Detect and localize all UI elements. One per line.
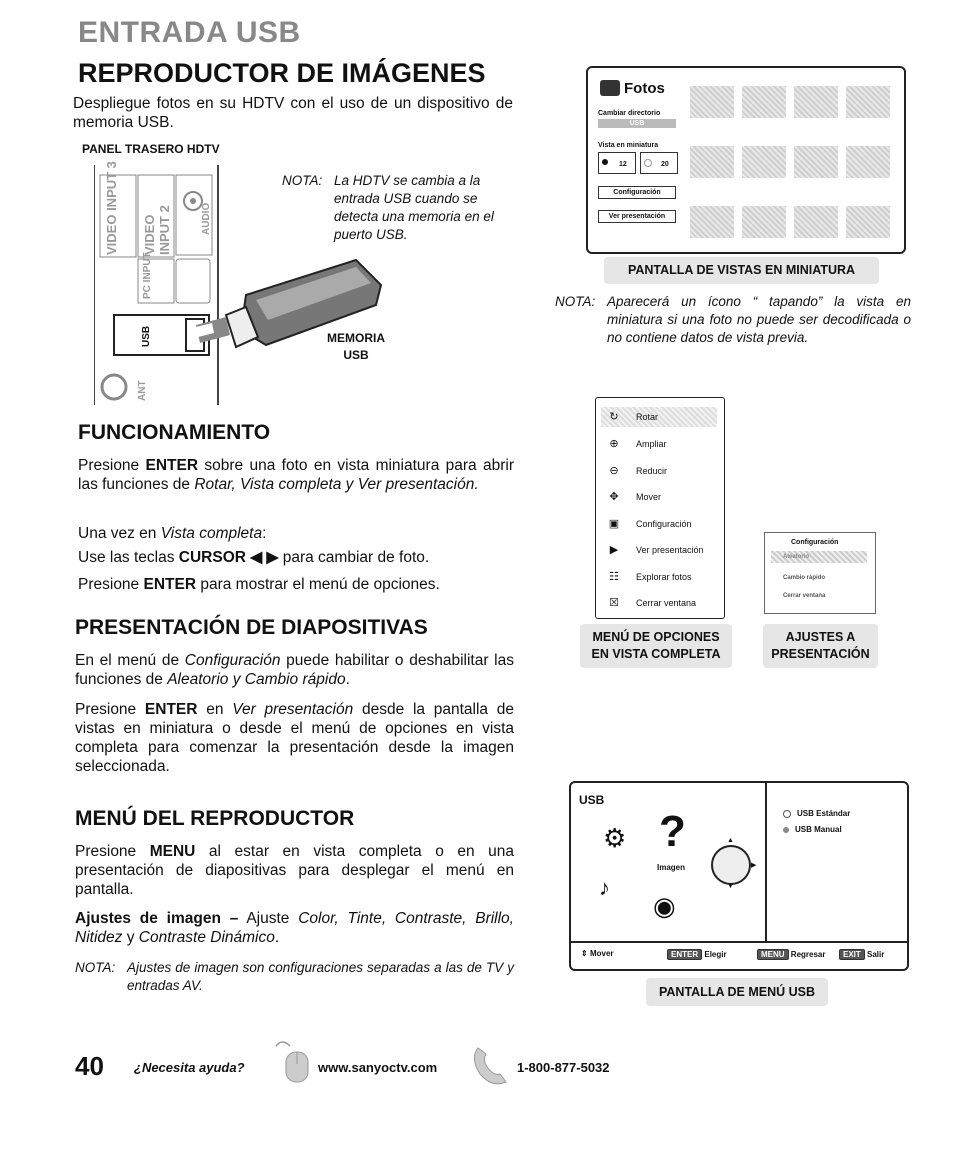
port-pc: PC INPUT [142, 252, 153, 299]
port-video-2: VIDEO INPUT 2 [142, 205, 172, 255]
rotate-icon: ↻ [609, 411, 619, 423]
up-arrow-icon: ▲ [727, 837, 734, 844]
thumbnail-screen-title: Fotos [624, 80, 665, 97]
thumbnail[interactable] [794, 86, 838, 118]
change-dir-label: Cambiar directorio [598, 110, 661, 117]
camera-icon [600, 80, 620, 96]
grid-icon: ☷ [609, 571, 619, 583]
thumbnail[interactable] [742, 86, 786, 118]
usb-standard-option[interactable]: USB Estándar [783, 809, 850, 818]
menu-item-zoom-in[interactable]: ⊕ Ampliar [606, 438, 667, 450]
thumbnail[interactable] [690, 206, 734, 238]
thumbnail[interactable] [794, 206, 838, 238]
phone-number[interactable]: 1-800-877-5032 [517, 1060, 610, 1075]
menu-item-move[interactable]: ✥ Mover [606, 491, 661, 503]
menu-reproductor-heading: MENÚ DEL REPRODUCTOR [75, 807, 355, 830]
config-icon: ▣ [608, 518, 620, 530]
footer-enter: ENTER Elegir [667, 949, 727, 960]
options-menu [595, 397, 725, 619]
thumbnail[interactable] [742, 206, 786, 238]
down-arrow-icon: ▼ [727, 883, 734, 890]
move-icon: ✥ [609, 491, 619, 503]
phone-icon [470, 1044, 512, 1088]
presentacion-p1: En el menú de Configuración puede habilitar o deshabilitar las funciones de Aleatorio y Cambio rápido. [75, 652, 514, 688]
usb-menu-caption: PANTALLA DE MENÚ USB [646, 978, 828, 1006]
funcionamiento-p2: Una vez en Vista completa: [78, 525, 267, 542]
presentacion-p2: Presione ENTER en Ver presentación desde la pantalla de vistas en miniatura o desde el menú de opciones en vista completa para comenzar la presentación desde la imagen seleccionada. [75, 701, 515, 775]
slideshow-settings-title: Configuración [791, 539, 839, 546]
port-usb: USB [141, 325, 152, 347]
help-icon[interactable]: ? [659, 807, 686, 856]
thumb-view-label: Vista en miniatura [598, 142, 659, 149]
page-number: 40 [75, 1051, 104, 1081]
thumbnail[interactable] [690, 86, 734, 118]
slideshow-button[interactable]: Ver presentación [598, 210, 676, 223]
thumbnail[interactable] [742, 146, 786, 178]
thumbnail[interactable] [846, 206, 890, 238]
mouse-icon [272, 1040, 312, 1084]
funcionamiento-p1: Presione ENTER sobre una foto en vista miniatura para abrir las funciones de Rotar, Vista completa y Ver presentación. [78, 457, 514, 493]
usb-tag[interactable]: USB [598, 119, 676, 128]
thumbnail-screen-caption: PANTALLA DE VISTAS EN MINIATURA [604, 257, 879, 284]
menu-item-slideshow[interactable]: ▶ Ver presentación [606, 544, 704, 556]
options-menu-caption: MENÚ DE OPCIONES EN VISTA COMPLETA [580, 624, 732, 668]
port-audio: AUDIO [201, 202, 212, 235]
slideshow-settings-box [764, 532, 876, 614]
slideshow-settings-caption: AJUSTES A PRESENTACIÓN [763, 624, 878, 668]
help-text: ¿Necesita ayuda? [134, 1060, 245, 1075]
center-label: Imagen [657, 863, 686, 872]
setting-close[interactable]: Cerrar ventana [783, 593, 826, 599]
thumbnail[interactable] [846, 146, 890, 178]
view-12-option[interactable]: 12 [598, 152, 636, 174]
panel-note: NOTA: La HDTV se cambia a la entrada USB cuando se detecta una memoria en el puerto USB. [282, 173, 494, 242]
page-title: REPRODUCTOR DE IMÁGENES [78, 58, 486, 88]
thumbnail[interactable] [690, 146, 734, 178]
website-link[interactable]: www.sanyoctv.com [318, 1060, 438, 1075]
image-selected-icon[interactable] [711, 845, 751, 885]
footer-menu: MENU Regresar [757, 949, 825, 960]
settings-tool-icon[interactable]: ⚙ [603, 823, 627, 853]
usb-menu-screen [569, 781, 909, 971]
menu-item-zoom-out[interactable]: ⊖ Reducir [606, 465, 667, 477]
panel-label: PANEL TRASERO HDTV [82, 142, 220, 156]
funcionamiento-heading: FUNCIONAMIENTO [78, 421, 271, 444]
disc-icon[interactable]: ◉ [653, 891, 676, 921]
config-button[interactable]: Configuración [598, 186, 676, 199]
footer-move: ⇕ Mover [581, 949, 614, 958]
close-icon: ☒ [609, 597, 619, 609]
section-title: ENTRADA USB [78, 16, 301, 49]
play-icon: ▶ [609, 544, 619, 556]
view-20-option[interactable]: 20 [640, 152, 678, 174]
menu-reproductor-p1: Presione MENU al estar en vista completa o en una presentación de diapositivas para desplegar el menú en pantalla. [75, 843, 515, 898]
menu-item-browse[interactable]: ☷ Explorar fotos [606, 571, 692, 583]
menu-item-config[interactable]: ▣ Configuración [606, 518, 692, 530]
usb-manual-option[interactable]: USB Manual [783, 825, 842, 834]
thumbnail[interactable] [794, 146, 838, 178]
funcionamiento-p4: Presione ENTER para mostrar el menú de opciones. [78, 576, 440, 593]
menu-item-rotate[interactable]: ↻ Rotar [606, 411, 658, 423]
thumbnail-screen [586, 66, 906, 254]
port-ant: ANT [137, 380, 148, 401]
zoom-in-icon: ⊕ [609, 438, 619, 450]
usb-menu-title: USB [579, 793, 605, 807]
menu-reproductor-note: NOTA: Ajustes de imagen son configuraciones separadas a las de TV y entradas AV. [75, 960, 514, 993]
memory-label: MEMORIA USB [327, 331, 385, 362]
intro-text: Despliegue fotos en su HDTV con el uso de un dispositivo de memoria USB. [73, 95, 513, 131]
presentacion-heading: PRESENTACIÓN DE DIAPOSITIVAS [75, 616, 428, 639]
port-video-3: VIDEO INPUT 3 [104, 161, 119, 255]
zoom-out-icon: ⊖ [609, 465, 619, 477]
menu-item-close[interactable]: ☒ Cerrar ventana [606, 597, 696, 609]
right-arrow-icon: ▶ [751, 862, 757, 869]
setting-fast-change[interactable]: Cambio rápido [783, 575, 826, 581]
music-icon[interactable]: ♪ [599, 875, 610, 900]
menu-reproductor-p2: Ajustes de imagen – Ajuste Color, Tinte, Contraste, Brillo, Nitidez y Contraste Dinámico. [75, 910, 514, 946]
thumbnail[interactable] [846, 86, 890, 118]
funcionamiento-p3: Use las teclas CURSOR ◀ ▶ para cambiar de foto. [78, 549, 430, 566]
thumbnail-note: NOTA: Aparecerá un ícono “ tapando” la vista en miniatura si una foto no puede ser decodificada o no contiene datos de vista previa. [555, 294, 911, 345]
setting-random[interactable]: Aleatorio [771, 551, 867, 563]
footer-exit: EXIT Salir [839, 949, 884, 960]
